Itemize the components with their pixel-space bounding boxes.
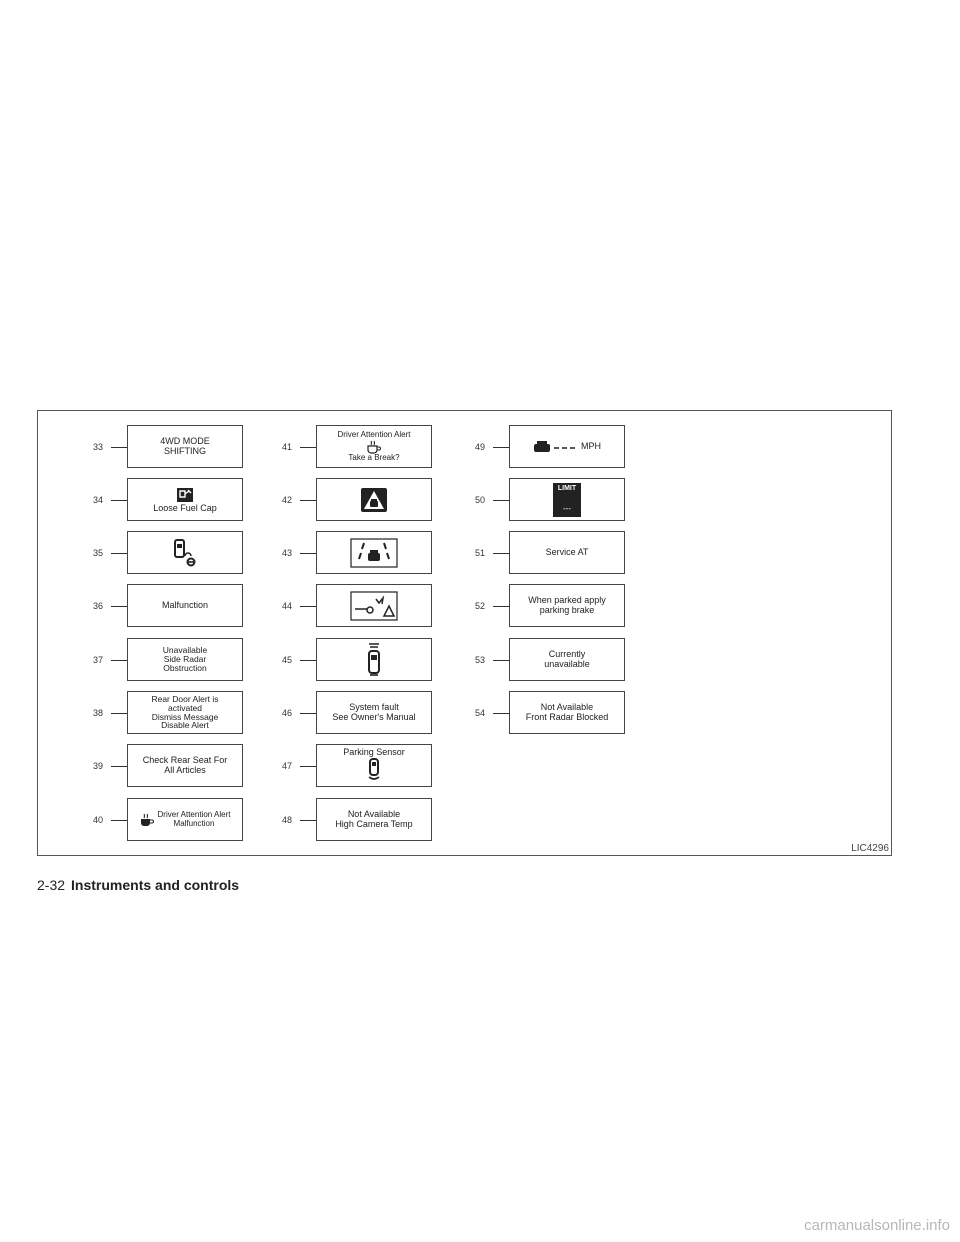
watermark: carmanualsonline.info: [804, 1217, 950, 1234]
message-box: [127, 638, 243, 681]
callout-number: 34: [93, 494, 104, 505]
message-box: [509, 638, 625, 681]
message-box: [509, 478, 625, 521]
callout-number: 49: [475, 441, 486, 452]
speed-limit-icon: [553, 483, 581, 517]
parking-sensor-icon: [367, 757, 381, 781]
forward-collision-warning-icon: [360, 487, 388, 513]
message-text: Parking Sensor: [343, 747, 405, 757]
callout-46: [282, 691, 442, 734]
leader-line: [493, 553, 509, 554]
leader-line: [111, 660, 127, 661]
rear-sensor-icon: [170, 538, 200, 568]
leader-line: [111, 553, 127, 554]
callout-number: 39: [93, 760, 104, 771]
callout-48: [282, 798, 442, 841]
callout-number: 36: [93, 600, 104, 611]
leader-line: [493, 500, 509, 501]
message-box: [127, 584, 243, 627]
coffee-cup-icon: [140, 813, 154, 827]
message-text: When parked apply parking brake: [528, 595, 606, 615]
coffee-cup-icon: [367, 440, 381, 454]
message-box: [316, 798, 432, 841]
message-box: [316, 478, 432, 521]
leader-line: [493, 447, 509, 448]
leader-line: [300, 500, 316, 501]
message-text: 4WD MODE SHIFTING: [160, 436, 210, 456]
callout-number: 52: [475, 600, 486, 611]
callout-44: [282, 584, 442, 627]
fuel-cap-icon: [174, 486, 196, 504]
message-box: [316, 584, 432, 627]
callout-34: [93, 478, 253, 521]
message-box: [127, 478, 243, 521]
emergency-braking-icon: [350, 591, 398, 621]
message-box: [509, 425, 625, 468]
callout-43: [282, 531, 442, 574]
leader-line: [111, 500, 127, 501]
callout-number: 54: [475, 707, 486, 718]
leader-line: [300, 713, 316, 714]
leader-line: [300, 553, 316, 554]
leader-line: [300, 447, 316, 448]
limit-label: LIMIT: [557, 484, 577, 492]
message-box: [316, 425, 432, 468]
page-number: 2-32: [37, 877, 66, 893]
lane-departure-icon: [350, 538, 398, 568]
message-text: Loose Fuel Cap: [153, 502, 217, 513]
callout-49: [475, 425, 635, 468]
callout-number: 40: [93, 814, 104, 825]
leader-line: [493, 606, 509, 607]
message-text: Rear Door Alert is activated Dismiss Message Disable Alert: [151, 693, 219, 731]
figure-id: LIC4296: [851, 843, 889, 854]
leader-line: [300, 660, 316, 661]
message-box: [127, 798, 243, 841]
cruise-distance-icon: [533, 440, 577, 454]
callout-38: [93, 691, 253, 734]
leader-line: [493, 660, 509, 661]
leader-line: [300, 606, 316, 607]
message-box: [127, 691, 243, 734]
callout-number: 51: [475, 547, 486, 558]
callout-36: [93, 584, 253, 627]
leader-line: [111, 606, 127, 607]
message-text: Take a Break?: [348, 452, 400, 462]
callout-35: [93, 531, 253, 574]
message-box: [316, 744, 432, 787]
message-box: [509, 531, 625, 574]
leader-line: [111, 766, 127, 767]
message-text: Driver Attention Alert Malfunction: [157, 810, 231, 828]
callout-41: [282, 425, 442, 468]
callout-number: 42: [282, 494, 293, 505]
callout-33: [93, 425, 253, 468]
callout-number: 48: [282, 814, 293, 825]
leader-line: [493, 713, 509, 714]
message-text: Unavailable Side Radar Obstruction: [162, 645, 208, 673]
section-title: Instruments and controls: [71, 877, 240, 893]
callout-51: [475, 531, 635, 574]
message-box: [509, 691, 625, 734]
message-box: [127, 425, 243, 468]
callout-number: 37: [93, 654, 104, 665]
leader-line: [111, 447, 127, 448]
callout-50: [475, 478, 635, 521]
callout-53: [475, 638, 635, 681]
limit-value: ---: [563, 504, 571, 514]
callout-number: 41: [282, 441, 293, 452]
callout-number: 43: [282, 547, 293, 558]
message-text: Check Rear Seat For All Articles: [142, 755, 228, 775]
car-sonar-icon: [365, 642, 383, 678]
message-box: [127, 531, 243, 574]
message-text: Not Available High Camera Temp: [335, 809, 413, 829]
callout-number: 53: [475, 654, 486, 665]
leader-line: [111, 820, 127, 821]
leader-line: [111, 713, 127, 714]
page-footer: [37, 877, 239, 893]
callout-42: [282, 478, 442, 521]
message-figure: [37, 410, 892, 856]
message-title: Driver Attention Alert: [337, 430, 411, 440]
callout-52: [475, 584, 635, 627]
callout-39: [93, 744, 253, 787]
callout-number: 45: [282, 654, 293, 665]
message-box: [509, 584, 625, 627]
message-text: Currently unavailable: [544, 649, 590, 669]
callout-number: 44: [282, 600, 293, 611]
message-text: Not Available Front Radar Blocked: [525, 702, 609, 722]
callout-54: [475, 691, 635, 734]
message-text: System fault See Owner's Manual: [332, 702, 416, 722]
callout-number: 35: [93, 547, 104, 558]
callout-number: 47: [282, 760, 293, 771]
message-text: Malfunction: [161, 599, 209, 610]
message-box: [127, 744, 243, 787]
callout-45: [282, 638, 442, 681]
callout-47: [282, 744, 442, 787]
message-box: [316, 531, 432, 574]
message-box: [316, 691, 432, 734]
message-box: [316, 638, 432, 681]
leader-line: [300, 820, 316, 821]
callout-number: 50: [475, 494, 486, 505]
callout-number: 46: [282, 707, 293, 718]
callout-number: 38: [93, 707, 104, 718]
callout-37: [93, 638, 253, 681]
leader-line: [300, 766, 316, 767]
callout-number: 33: [93, 441, 104, 452]
message-text: Service AT: [545, 546, 589, 557]
callout-40: [93, 798, 253, 841]
message-text: MPH: [581, 440, 601, 451]
